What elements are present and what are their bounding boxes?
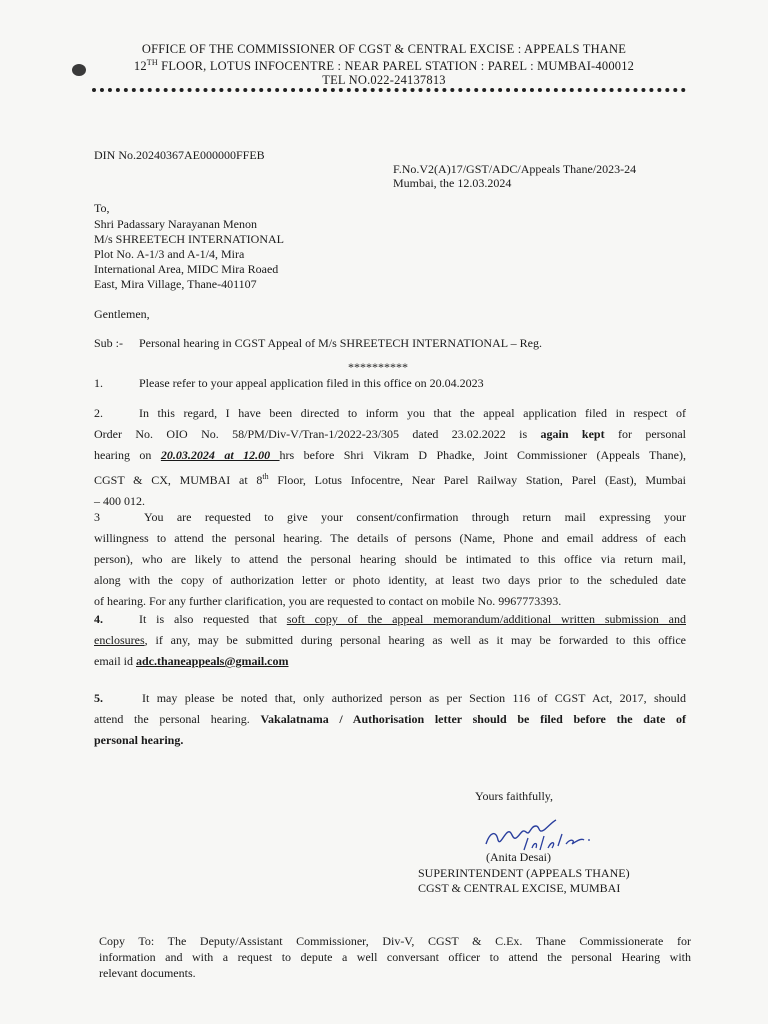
copy-to-line: Copy To: The Deputy/Assistant Commissioner, Div-V, CGST & C.Ex. Thane Commissionerate for (99, 934, 691, 948)
para-5-line: It may please be noted that, only authorized person as per Section 116 of CGST Act, 2017, should (142, 691, 686, 705)
office-title: OFFICE OF THE COMMISSIONER OF CGST & CENTRAL EXCISE : APPEALS THANE (141, 42, 627, 56)
subject-text: Personal hearing in CGST Appeal of M/s SHREETECH INTERNATIONAL – Reg. (139, 336, 542, 350)
signatory-office: CGST & CENTRAL EXCISE, MUMBAI (418, 881, 621, 895)
din-number: DIN No.20240367AE000000FFEB (94, 148, 265, 162)
address-line: East, Mira Village, Thane-401107 (94, 277, 257, 291)
para-1-number: 1. (94, 376, 103, 390)
para-3-line: along with the copy of authorization letter or photo identity, at least two days prior to the scheduled date (94, 573, 686, 587)
para-2 (94, 403, 686, 512)
signatory-name: (Anita Desai) (486, 850, 551, 864)
para-4-line: It is also requested that soft copy of the appeal memorandum/additional written submission and (139, 612, 686, 626)
para-4 (94, 609, 686, 672)
subject-label: Sub :- (94, 336, 124, 350)
copy-to (99, 933, 691, 981)
para-5-line: personal hearing. (94, 733, 184, 747)
para-3-line: of hearing. For any further clarification, you are requested to contact on mobile No. 9967773393. (94, 594, 562, 608)
file-number: F.No.V2(A)17/GST/ADC/Appeals Thane/2023-24 (393, 162, 637, 176)
office-phone: TEL NO.022-24137813 (322, 73, 446, 87)
para-1-text: Please refer to your appeal application filed in this office on 20.04.2023 (139, 376, 484, 390)
address-line: Plot No. A-1/3 and A-1/4, Mira (94, 247, 245, 261)
address-line: International Area, MIDC Mira Roaed (94, 262, 279, 276)
para-5-number: 5. (94, 691, 103, 705)
para-3-line: person), who are likely to attend the personal hearing should be intimated to this office via return mail, (94, 552, 686, 566)
copy-to-line: relevant documents. (99, 966, 196, 980)
para-5 (94, 688, 686, 751)
address-line: M/s SHREETECH INTERNATIONAL (94, 232, 284, 246)
hearing-date: 20.03.2024 at 12.00 (160, 448, 280, 462)
para-4-number: 4. (94, 612, 103, 626)
email-link[interactable]: adc.thaneappeals@gmail.com (136, 654, 289, 668)
subject-separator: ********** (348, 360, 408, 374)
para-3-line: willingness to attend the personal hearing. The details of persons (Name, Phone and email address of each (94, 531, 686, 545)
copy-to-line: information and with a request to depute a well conversant officer to attend the personal Hearing with (99, 950, 691, 964)
para-5-line: attend the personal hearing. Vakalatnama / Authorisation letter should be filed before the date of (94, 712, 686, 726)
para-4-line: enclosures, if any, may be submitted during personal hearing as well as it may be forwarded to this office (94, 633, 686, 647)
address-line: Shri Padassary Narayanan Menon (94, 217, 257, 231)
para-2-line: In this regard, I have been directed to inform you that the appeal application filed in respect of (139, 406, 686, 420)
para-4-line: email id adc.thaneappeals@gmail.com (94, 654, 289, 668)
address-to: To, (94, 201, 110, 215)
para-3-line: You are requested to give your consent/confirmation through return mail expressing your (144, 510, 686, 524)
para-2-line: Order No. OIO No. 58/PM/Div-V/Tran-1/2022-23/305 dated 23.02.2022 is again kept for personal (94, 427, 686, 441)
para-3 (94, 507, 686, 612)
office-address: 12TH FLOOR, LOTUS INFOCENTRE : NEAR PAREL STATION : PAREL : MUMBAI-400012 (133, 58, 635, 74)
para-2-line: hearing on 20.03.2024 at 12.00 hrs before Shri Vikram D Phadke, Joint Commissioner (Appeals Thane), (94, 448, 686, 462)
place-date: Mumbai, the 12.03.2024 (393, 176, 512, 190)
salutation: Gentlemen, (94, 307, 150, 321)
signatory-designation: SUPERINTENDENT (APPEALS THANE) (418, 866, 630, 880)
para-3-number: 3 (94, 510, 100, 524)
yours-faithfully: Yours faithfully, (475, 789, 554, 803)
para-2-line: – 400 012. (94, 494, 145, 508)
para-2-line: CGST & CX, MUMBAI at 8th Floor, Lotus Infocentre, Near Parel Railway Station, Parel (East), Mumbai (94, 472, 687, 487)
header-divider (92, 88, 686, 96)
para-2-number: 2. (94, 406, 103, 420)
